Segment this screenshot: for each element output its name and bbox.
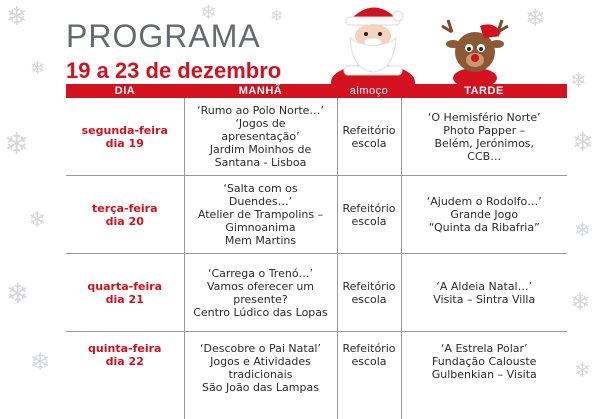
snowflake-icon: ❄ [28, 210, 46, 232]
snowflake-icon: ❄ [270, 8, 283, 24]
morning-line: presente? [189, 293, 333, 306]
column-header-dia: DIA [66, 84, 184, 98]
schedule-table [66, 84, 567, 419]
morning-line: Atelier de Trampolins – [189, 208, 333, 221]
morning-line: ‘Jogos de [189, 117, 333, 130]
snowflake-icon: ❄ [6, 4, 28, 30]
lunch-line: Refeitório [342, 124, 397, 137]
cell-almoco [337, 98, 401, 176]
column-header-manha: MANHÃ [184, 84, 337, 98]
morning-line: tradicionais [189, 368, 333, 381]
morning-line: Jardim Moinhos de [189, 143, 333, 156]
afternoon-line: “Quinta da Ribafria” [406, 221, 564, 234]
morning-line: ‘Rumo ao Polo Norte…’ [189, 104, 333, 117]
cell-dia [66, 98, 184, 176]
cell-manha [184, 332, 337, 419]
morning-line: Mem Martins [189, 234, 333, 247]
afternoon-line: CCB… [406, 150, 564, 163]
morning-line: Jogos e Atividades [189, 355, 333, 368]
lunch-line: escola [342, 215, 397, 228]
snowflake-icon: ❄ [6, 280, 29, 308]
page-title: PROGRAMA [66, 18, 261, 55]
snowflake-icon: ❄ [30, 60, 45, 78]
reindeer-icon [440, 18, 510, 86]
cell-dia [66, 176, 184, 254]
afternoon-line: Grande Jogo [406, 208, 564, 221]
cell-almoco [337, 332, 401, 419]
cell-tarde [401, 254, 567, 332]
column-header-almoco: almoço [337, 84, 401, 98]
day-number: dia 22 [70, 355, 180, 368]
cell-dia [66, 254, 184, 332]
cell-tarde [401, 176, 567, 254]
morning-line: ‘Salta com os [189, 182, 333, 195]
lunch-line: escola [342, 137, 397, 150]
snowflake-icon: ❄ [200, 2, 217, 22]
morning-line: ‘Carrega o Trenó…’ [189, 267, 333, 280]
snowflake-icon: ❄ [570, 290, 590, 314]
cell-tarde [401, 332, 567, 419]
cell-manha [184, 98, 337, 176]
cell-almoco [337, 176, 401, 254]
snowflake-icon: ❄ [574, 220, 591, 240]
cell-almoco [337, 254, 401, 332]
day-number: dia 20 [70, 215, 180, 228]
morning-line: apresentação’ [189, 130, 333, 143]
day-name: terça-feira [70, 202, 180, 215]
day-number: dia 19 [70, 137, 180, 150]
afternoon-line: ‘Ajudem o Rodolfo…’ [406, 195, 564, 208]
cell-dia [66, 332, 184, 419]
lunch-line: escola [342, 293, 397, 306]
santa-claus-icon [328, 0, 418, 86]
snowflake-icon: ❄ [4, 130, 29, 160]
cell-manha [184, 254, 337, 332]
snowflake-icon: ❄ [574, 360, 591, 380]
afternoon-line: Photo Papper – [406, 124, 564, 137]
header-row [66, 84, 567, 98]
day-number: dia 21 [70, 293, 180, 306]
cell-tarde [401, 98, 567, 176]
morning-line: Duendes…’ [189, 195, 333, 208]
cell-manha [184, 176, 337, 254]
snowflake-icon: ❄ [570, 70, 587, 90]
afternoon-line: Belém, Jerónimos, [406, 137, 564, 150]
lunch-line: Refeitório [342, 342, 397, 355]
lunch-line: escola [342, 355, 397, 368]
morning-line: Gimnoanima [189, 221, 333, 234]
date-range: 19 a 23 de dezembro [66, 58, 281, 84]
afternoon-line: Visita – Sintra Villa [406, 293, 564, 306]
morning-line: Santana - Lisboa [189, 156, 333, 169]
lunch-line: Refeitório [342, 280, 397, 293]
lunch-line: Refeitório [342, 202, 397, 215]
snowflake-icon: ❄ [572, 130, 594, 156]
snowflake-icon: ❄ [30, 350, 50, 374]
morning-line: ‘Descobre o Pai Natal’ [189, 342, 333, 355]
table-row [66, 254, 567, 332]
day-name: quinta-feira [70, 342, 180, 355]
morning-line: São João das Lampas [189, 381, 333, 394]
day-name: quarta-feira [70, 280, 180, 293]
morning-line: Vamos oferecer um [189, 280, 333, 293]
afternoon-line: Fundação Calouste [406, 355, 564, 368]
afternoon-line: ‘A Estrela Polar’ [406, 342, 564, 355]
column-header-tarde: TARDE [401, 84, 567, 98]
morning-line: Centro Lúdico das Lopas [189, 306, 333, 319]
afternoon-line: Gulbenkian – Visita [406, 368, 564, 381]
table-row [66, 176, 567, 254]
afternoon-line: ‘O Hemisfério Norte’ [406, 111, 564, 124]
afternoon-line: ‘A Aldeia Natal…’ [406, 280, 564, 293]
snowflake-icon: ❄ [525, 6, 545, 30]
table-row [66, 332, 567, 419]
table-row [66, 98, 567, 176]
day-name: segunda-feira [70, 124, 180, 137]
